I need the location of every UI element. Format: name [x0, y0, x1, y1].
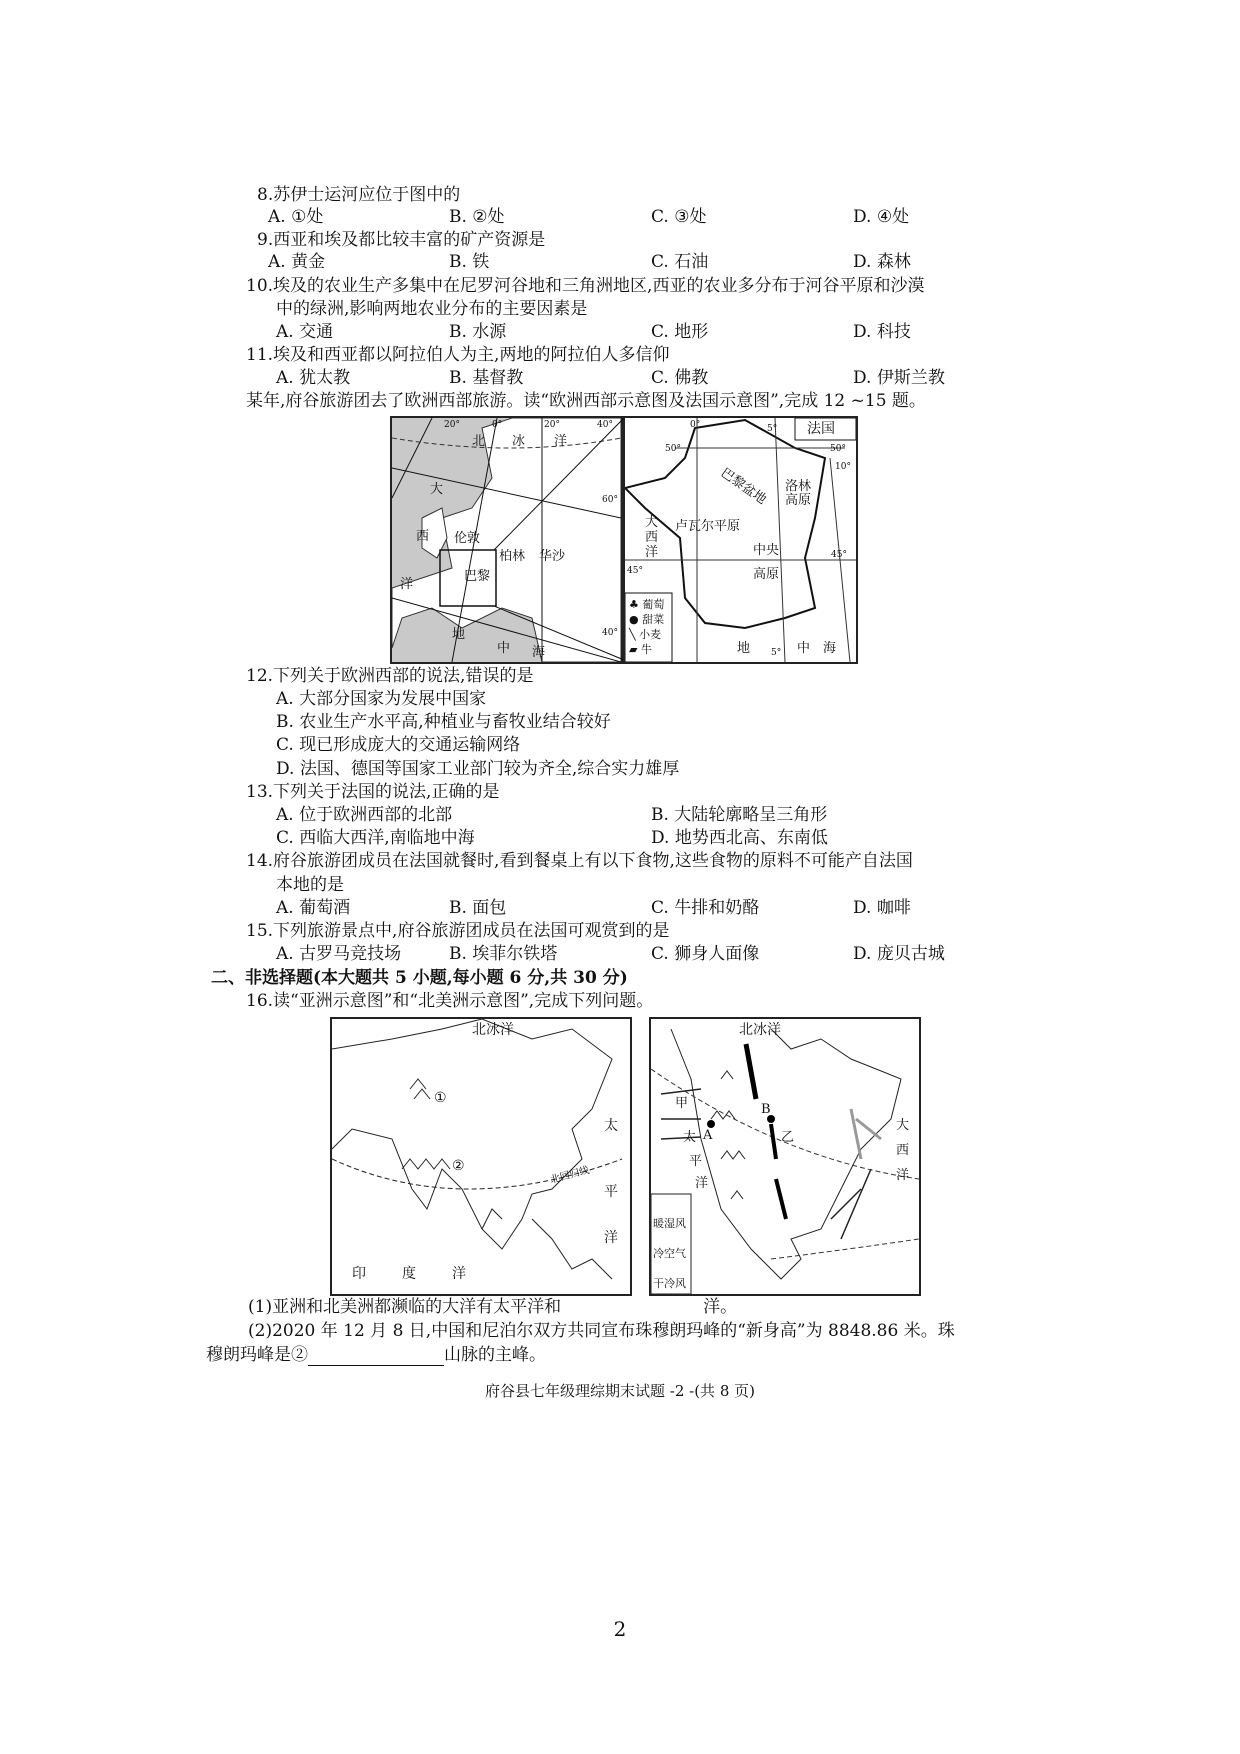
map-label: 柏林 [499, 549, 526, 564]
option-b: B. 面包 [449, 898, 507, 918]
section-2-heading: 二、非选择题(本大题共 5 小题,每小题 6 分,共 30 分) [211, 968, 628, 988]
map-label: 华沙 [539, 549, 566, 564]
question-11: 11.埃及和西亚都以阿拉伯人为主,两地的阿拉伯人多信仰 [246, 345, 670, 365]
option-a: A. 大部分国家为发展中国家 [276, 689, 487, 709]
option-c: C. 地形 [651, 322, 709, 342]
grid-label: 50° [830, 444, 846, 454]
page-number: 2 [613, 1617, 627, 1641]
legend-sugar-beet: ● 甜菜 [629, 613, 665, 626]
option-b: B. 农业生产水平高,种植业与畜牧业结合较好 [276, 712, 611, 732]
question-14: 14.府谷旅游团成员在法国就餐时,看到餐桌上有以下食物,这些食物的原料不可能产自法国 [246, 851, 913, 871]
map-label: 北冰洋 [739, 1022, 781, 1038]
map-label: 洋 [400, 577, 414, 592]
option-d: D. 庞贝古城 [853, 944, 945, 964]
grid-label: 5° [771, 648, 782, 658]
option-c: C. 石油 [651, 252, 709, 272]
option-a: A. 交通 [276, 322, 334, 342]
option-b: B. 铁 [449, 252, 490, 272]
question-9: 9.西亚和埃及都比较丰富的矿产资源是 [257, 230, 546, 250]
map-label: 太 [683, 1130, 697, 1145]
grid-label: 40° [602, 628, 618, 638]
map-label: 西 [896, 1143, 910, 1158]
option-d: D. 法国、德国等国家工业部门较为齐全,综合实力雄厚 [276, 759, 680, 779]
map-label: 中 [497, 641, 511, 656]
option-b: B. 大陆轮廓略呈三角形 [651, 805, 828, 825]
north-america-map [649, 1017, 921, 1296]
map-label: 北冰洋 [472, 1022, 514, 1038]
map-label: ② [452, 1158, 465, 1174]
map-label: 巴黎 [464, 569, 491, 584]
france-map-title: 法国 [807, 421, 835, 437]
option-d: D. 森林 [853, 252, 911, 272]
legend-wheat: ╲ 小麦 [629, 628, 662, 641]
map-label: 大 [430, 482, 444, 497]
option-d: D. 科技 [853, 322, 911, 342]
map-label: ① [434, 1090, 447, 1106]
map-label: 西 [645, 530, 659, 545]
grid-label: 45° [831, 550, 847, 560]
option-a: A. 犹太教 [276, 368, 351, 388]
question-14-cont: 本地的是 [276, 875, 344, 895]
map-label: 大 [645, 515, 659, 530]
question-10: 10.埃及的农业生产多集中在尼罗河谷地和三角洲地区,西亚的农业多分布于河谷平原和沙漠 [246, 276, 925, 296]
option-c: C. 现已形成庞大的交通运输网络 [276, 735, 521, 755]
option-b: B. ②处 [449, 207, 505, 227]
map-label: 地 [452, 627, 466, 642]
option-a: A. 位于欧洲西部的北部 [276, 805, 453, 825]
map-label: 洋 [604, 1230, 618, 1246]
answer-blank-2[interactable] [308, 1349, 444, 1366]
grid-label: 0° [690, 420, 701, 430]
map-label: 度 [402, 1266, 416, 1282]
option-c: C. 西临大西洋,南临地中海 [276, 828, 475, 848]
option-c: C. 牛排和奶酪 [651, 898, 760, 918]
option-d: D. 伊斯兰教 [853, 368, 945, 388]
map-label: 大 [896, 1118, 910, 1133]
map-label: 西 [416, 529, 430, 544]
map-label: 中 [797, 641, 811, 656]
page-footer: 府谷县七年级理综期末试题 -2 -(共 8 页) [484, 1382, 755, 1400]
map-label: 洋 [896, 1168, 910, 1183]
map-label: 平 [604, 1184, 618, 1200]
question-10-cont: 中的绿洲,影响两地农业分布的主要因素是 [276, 299, 588, 319]
point-b: B [761, 1102, 771, 1117]
map-label: 高原 [753, 567, 780, 582]
map-label: 中央 [753, 543, 780, 558]
question-15: 15.下列旅游景点中,府谷旅游团成员在法国可观赏到的是 [246, 921, 670, 941]
map-label: 巴黎盆地 [717, 465, 769, 508]
grid-label: 50° [665, 444, 681, 454]
grid-label: 20° [444, 420, 460, 430]
grid-label: 10° [835, 462, 851, 472]
question-16-part-1: (1)亚洲和北美洲都濒临的大洋有太平洋和 洋。 [248, 1297, 738, 1317]
france-map [623, 416, 858, 664]
asia-map-graphic [332, 1019, 630, 1294]
question-16: 16.读“亚洲示意图”和“北美洲示意图”,完成下列问题。 [246, 991, 654, 1011]
map-label: 冰 [512, 434, 526, 449]
option-d: D. ④处 [853, 207, 910, 227]
option-b: B. 埃菲尔铁塔 [449, 944, 558, 964]
map-label: 乙 [781, 1130, 795, 1145]
option-c: C. ③处 [651, 207, 707, 227]
map-label: 地 [737, 641, 751, 656]
zoom-connector-lines [494, 416, 626, 662]
legend-grape: ♣ 葡萄 [629, 598, 665, 611]
grid-label: 0° [492, 420, 503, 430]
option-a: A. ①处 [268, 207, 324, 227]
option-c: C. 佛教 [651, 368, 709, 388]
map-label: 太 [604, 1118, 618, 1134]
grid-label: 40° [597, 420, 613, 430]
option-b: B. 水源 [449, 322, 507, 342]
option-b: B. 基督教 [449, 368, 524, 388]
option-c: C. 狮身人面像 [651, 944, 760, 964]
grid-label: 60° [602, 495, 618, 505]
legend-cattle: ▰ 牛 [629, 643, 652, 656]
legend-cold-air: 冷空气 [653, 1247, 686, 1260]
point-a: A [703, 1128, 713, 1143]
question-13: 13.下列关于法国的说法,正确的是 [246, 782, 500, 802]
option-d: D. 地势西北高、东南低 [651, 828, 828, 848]
grid-label: 45° [627, 566, 643, 576]
map-label: 印 [352, 1266, 366, 1282]
map-label: 洋 [695, 1176, 709, 1191]
option-a: A. 古罗马竞技场 [276, 944, 402, 964]
option-d: D. 咖啡 [853, 898, 911, 918]
map-label: 平 [689, 1154, 703, 1169]
answer-blank-1[interactable] [561, 1302, 703, 1318]
map-label: 洋 [554, 434, 568, 449]
map-label: 洛林高原 [785, 479, 812, 508]
option-a: A. 葡萄酒 [276, 898, 351, 918]
legend-dry-cold-wind: 干冷风 [653, 1277, 686, 1290]
map-label: 卢瓦尔平原 [675, 519, 741, 534]
map-label: 洋 [645, 545, 659, 560]
map-label: 北 [472, 434, 486, 449]
grid-label: 20° [544, 420, 560, 430]
tropic-of-cancer-label: 北回归线 [549, 1165, 591, 1187]
option-a: A. 黄金 [268, 252, 326, 272]
map-label: 海 [532, 645, 546, 660]
map-label: 甲 [675, 1096, 689, 1111]
legend-warm-humid-wind: 暖湿风 [653, 1217, 686, 1230]
asia-map [330, 1017, 632, 1296]
question-16-part-2: (2)2020 年 12 月 8 日,中国和尼泊尔双方共同宣布珠穆朗玛峰的“新身高”为 8848.86 米。珠 [248, 1321, 955, 1341]
question-8: 8.苏伊士运河应位于图中的 [257, 185, 461, 205]
intro-12-15: 某年,府谷旅游团去了欧洲西部旅游。读“欧洲西部示意图及法国示意图”,完成 12 ~15 题。 [246, 391, 926, 411]
question-16-part-2-cont: 穆朗玛峰是② 山脉的主峰。 [206, 1345, 546, 1365]
grid-label: 5° [767, 424, 778, 434]
map-label: 伦敦 [454, 531, 481, 546]
map-label: 洋 [452, 1266, 466, 1282]
map-label: 海 [823, 641, 837, 656]
question-12: 12.下列关于欧洲西部的说法,错误的是 [246, 666, 534, 686]
